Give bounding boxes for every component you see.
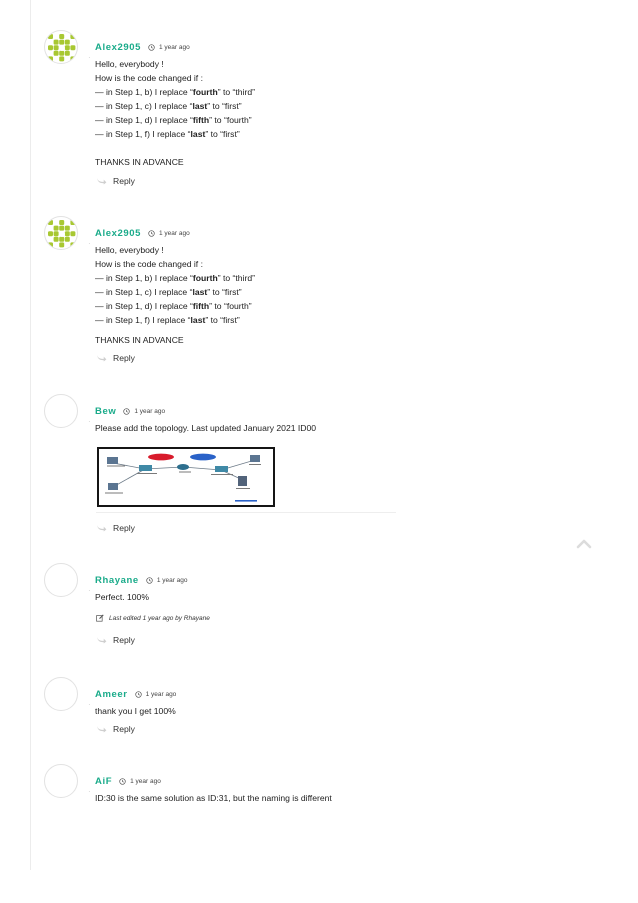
comment-author[interactable]: Alex2905 (95, 227, 142, 239)
comment-body (95, 421, 316, 435)
comment-time[interactable]: 1 year ago (130, 777, 161, 785)
reply-button[interactable]: Reply (96, 723, 135, 735)
thread-dot: · (88, 586, 91, 595)
comment-line: Please add the topology. Last updated January 2021 ID00 (95, 423, 317, 433)
thread-dot: · (88, 239, 91, 248)
comment-body (95, 243, 255, 347)
comment-author[interactable]: Rhayane (95, 574, 139, 586)
comment-line: ID:30 is the same solution as ID:31, but the naming is different (95, 793, 332, 803)
comment-line: — in Step 1, c) I replace “last” to “first” (95, 287, 242, 297)
clock-icon (146, 577, 153, 584)
comment-line: THANKS IN ADVANCE (95, 335, 184, 345)
comment-meta (95, 404, 165, 418)
comment-line: Perfect. 100% (95, 592, 149, 602)
reply-button[interactable]: Reply (96, 352, 135, 364)
avatar[interactable] (44, 394, 78, 428)
comment-line: Hello, everybody ! (95, 59, 164, 69)
edit-icon (96, 609, 104, 627)
comment-author[interactable]: Ameer (95, 688, 128, 700)
comment-meta (95, 687, 176, 701)
thread-dot: · (88, 417, 91, 426)
thread-dot: · (88, 700, 91, 709)
thread-line (30, 0, 31, 870)
comment-meta (95, 40, 190, 54)
avatar[interactable] (44, 677, 78, 711)
edited-note: Last edited 1 year ago by Rhayane (96, 613, 210, 623)
identicon-avatar (45, 217, 78, 250)
comment-line: — in Step 1, f) I replace “last” to “first” (95, 315, 240, 325)
thread-dot: · (88, 53, 91, 62)
comment-time[interactable]: 1 year ago (145, 690, 177, 698)
comment-meta (95, 774, 161, 788)
scroll-to-top-button[interactable] (576, 536, 592, 548)
avatar[interactable] (44, 216, 78, 250)
comment-line: — in Step 1, c) I replace “last” to “first” (95, 101, 242, 111)
comment-line: — in Step 1, b) I replace “fourth” to “third” (95, 87, 255, 97)
reply-button[interactable]: Reply (96, 634, 135, 646)
chevron-up-icon (576, 537, 592, 549)
comment-line: How is the code changed if : (95, 259, 203, 269)
avatar[interactable] (44, 30, 78, 64)
comment-author[interactable]: AiF (95, 775, 113, 787)
reply-arrow-icon (96, 349, 107, 367)
comment-line: Hello, everybody ! (95, 245, 164, 255)
avatar[interactable] (44, 563, 78, 597)
comment-line: — in Step 1, d) I replace “fifth” to “fourth” (95, 301, 252, 311)
comment-time[interactable]: 1 year ago (159, 229, 190, 237)
comment-line: thank you I get 100% (95, 706, 176, 716)
reply-button[interactable]: Reply (96, 522, 135, 534)
topology-diagram-svg (99, 449, 273, 505)
reply-button[interactable]: Reply (96, 175, 135, 187)
identicon-avatar (45, 31, 78, 64)
comment-time[interactable]: 1 year ago (156, 576, 188, 584)
clock-icon (148, 44, 155, 51)
comment-body (95, 57, 255, 169)
clock-icon (123, 408, 130, 415)
topology-image[interactable] (97, 447, 275, 507)
comment-line: — in Step 1, b) I replace “fourth” to “third” (95, 273, 255, 283)
clock-icon (148, 230, 155, 237)
comment-line: How is the code changed if : (95, 73, 203, 83)
comment-line: — in Step 1, d) I replace “fifth” to “fourth” (95, 115, 252, 125)
reply-arrow-icon (96, 519, 107, 537)
clock-icon (119, 778, 126, 785)
divider (96, 512, 396, 513)
comment-body (95, 791, 332, 805)
comment-meta (95, 226, 190, 240)
comment-author[interactable]: Bew (95, 405, 117, 417)
thread-dot: · (88, 787, 91, 796)
reply-arrow-icon (96, 631, 107, 649)
comment-author[interactable]: Alex2905 (95, 41, 142, 53)
reply-arrow-icon (96, 720, 107, 738)
avatar[interactable] (44, 764, 78, 798)
comment-line: — in Step 1, f) I replace “last” to “first” (95, 129, 240, 139)
comment-meta (95, 573, 188, 587)
comment-time[interactable]: 1 year ago (134, 407, 166, 415)
comment-line: THANKS IN ADVANCE (95, 157, 184, 167)
reply-arrow-icon (96, 172, 107, 190)
comment-body (95, 590, 149, 604)
comment-body (95, 704, 176, 718)
topology-diagram (99, 449, 273, 505)
comment-time[interactable]: 1 year ago (159, 43, 190, 51)
clock-icon (135, 691, 142, 698)
